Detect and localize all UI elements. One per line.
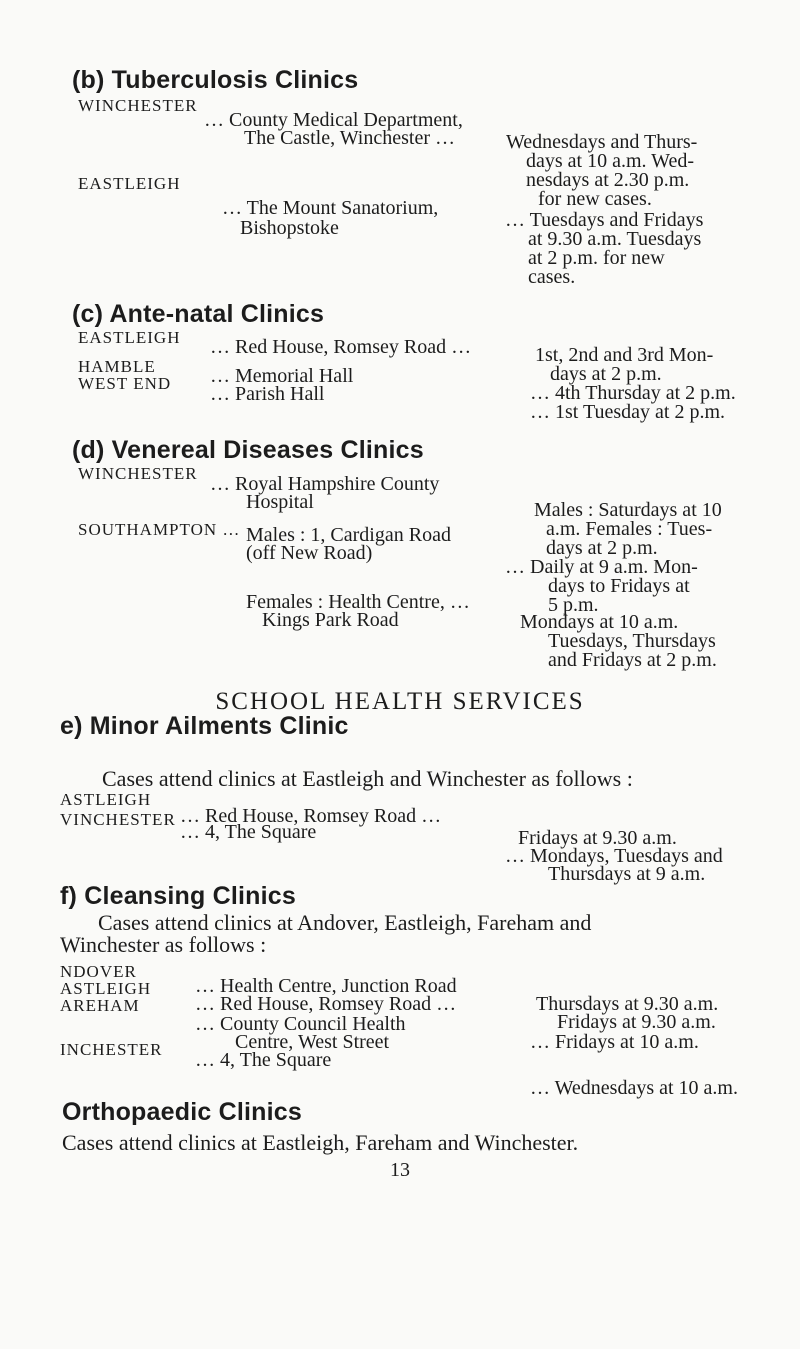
tb-times-line: … Tuesdays and Fridays bbox=[505, 209, 704, 231]
an-times-line: … 1st Tuesday at 2 p.m. bbox=[530, 401, 726, 423]
school-health-title: SCHOOL HEALTH SERVICES bbox=[215, 688, 585, 715]
vd-times-line: Mondays at 10 a.m. bbox=[520, 611, 679, 633]
cleansing-place: NDOVER bbox=[60, 962, 137, 981]
vd-place-winchester: WINCHESTER bbox=[78, 464, 198, 483]
venereal-heading: (d) Venereal Diseases Clinics bbox=[72, 436, 424, 464]
tb-times-line: cases. bbox=[528, 266, 576, 288]
cleansing-venue: … Health Centre, Junction Road bbox=[195, 975, 457, 997]
cleansing-times-line: Thursdays at 9.30 a.m. bbox=[536, 993, 719, 1015]
cleansing-times-line: … Wednesdays at 10 a.m. bbox=[530, 1077, 738, 1099]
an-times-line: 1st, 2nd and 3rd Mon- bbox=[535, 344, 714, 366]
vd-venue-line: Hospital bbox=[246, 491, 314, 513]
tb-times-line: for new cases. bbox=[538, 188, 652, 210]
tb-times-line: at 2 p.m. for new bbox=[528, 247, 665, 269]
vd-venue-line: (off New Road) bbox=[246, 542, 373, 564]
cleansing-place: INCHESTER bbox=[60, 1040, 163, 1059]
minor-place: VINCHESTER bbox=[60, 810, 176, 829]
cleansing-venue: … County Council Health bbox=[195, 1013, 406, 1035]
vd-venue-line: Kings Park Road bbox=[262, 609, 399, 631]
cleansing-place: ASTLEIGH bbox=[60, 979, 152, 998]
tb-times-line: Wednesdays and Thurs- bbox=[506, 131, 698, 153]
vd-venue-line: Males : 1, Cardigan Road bbox=[246, 524, 451, 546]
tb-venue-line: Bishopstoke bbox=[240, 217, 339, 239]
an-place: WEST END bbox=[78, 374, 172, 393]
minor-times-line: Thursdays at 9 a.m. bbox=[548, 863, 706, 885]
cleansing-heading: f) Cleansing Clinics bbox=[60, 882, 296, 910]
an-place: HAMBLE bbox=[78, 357, 156, 376]
tb-times-line: nesdays at 2.30 p.m. bbox=[526, 169, 690, 191]
vd-times-line: … Daily at 9 a.m. Mon- bbox=[505, 556, 698, 578]
tb-venue-line: … The Mount Sanatorium, bbox=[222, 197, 439, 219]
tb-place-winchester: WINCHESTER bbox=[78, 96, 198, 115]
vd-times-line: days at 2 p.m. bbox=[546, 537, 658, 559]
vd-times-line: days to Fridays at bbox=[548, 575, 690, 597]
minor-ailments-heading: e) Minor Ailments Clinic bbox=[60, 712, 349, 740]
tb-times-line: days at 10 a.m. Wed- bbox=[526, 150, 694, 172]
tuberculosis-heading: (b) Tuberculosis Clinics bbox=[72, 66, 359, 94]
cleansing-intro: Cases attend clinics at Andover, Eastleigh, Fareham and bbox=[98, 910, 592, 935]
cleansing-intro: Winchester as follows : bbox=[60, 932, 267, 957]
antenatal-heading: (c) Ante-natal Clinics bbox=[72, 300, 325, 328]
vd-venue-line: … Royal Hampshire County bbox=[210, 473, 440, 495]
an-venue: … Red House, Romsey Road … bbox=[210, 336, 472, 358]
vd-times-line: a.m. Females : Tues- bbox=[546, 518, 713, 540]
vd-times-line: 5 p.m. bbox=[548, 594, 599, 616]
orthopaedic-text: Cases attend clinics at Eastleigh, Fareham and Winchester. bbox=[62, 1130, 579, 1155]
orthopaedic-heading: Orthopaedic Clinics bbox=[62, 1098, 302, 1126]
an-times-line: days at 2 p.m. bbox=[550, 363, 662, 385]
cleansing-times-line: … Fridays at 10 a.m. bbox=[530, 1031, 699, 1053]
page-number: 13 bbox=[390, 1159, 410, 1181]
an-venue: … Parish Hall bbox=[210, 383, 325, 405]
an-times-line: … 4th Thursday at 2 p.m. bbox=[530, 382, 736, 404]
cleansing-times-line: Fridays at 9.30 a.m. bbox=[557, 1011, 716, 1033]
minor-venue: … Red House, Romsey Road … bbox=[180, 805, 442, 827]
vd-times-line: Males : Saturdays at 10 bbox=[534, 499, 722, 521]
tb-place-eastleigh: EASTLEIGH bbox=[78, 174, 181, 193]
minor-venue: … 4, The Square bbox=[180, 821, 317, 843]
vd-times-line: Tuesdays, Thursdays bbox=[548, 630, 716, 652]
vd-venue-line: Females : Health Centre, … bbox=[246, 591, 470, 613]
cleansing-place: AREHAM bbox=[60, 996, 140, 1015]
tb-venue-line: The Castle, Winchester … bbox=[244, 127, 455, 149]
minor-times-line: … Mondays, Tuesdays and bbox=[505, 845, 723, 867]
minor-place: ASTLEIGH bbox=[60, 790, 152, 809]
tb-times-line: at 9.30 a.m. Tuesdays bbox=[528, 228, 702, 250]
cleansing-venue: … Red House, Romsey Road … bbox=[195, 993, 457, 1015]
cleansing-venue: … 4, The Square bbox=[195, 1049, 332, 1071]
vd-times-line: and Fridays at 2 p.m. bbox=[548, 649, 717, 671]
minor-times-line: Fridays at 9.30 a.m. bbox=[518, 827, 677, 849]
vd-place-southampton: SOUTHAMPTON … bbox=[78, 520, 241, 539]
cleansing-venue: Centre, West Street bbox=[235, 1031, 390, 1053]
tb-venue-line: … County Medical Department, bbox=[204, 109, 463, 131]
an-place: EASTLEIGH bbox=[78, 328, 181, 347]
minor-intro: Cases attend clinics at Eastleigh and Winchester as follows : bbox=[102, 766, 633, 791]
an-venue: … Memorial Hall bbox=[210, 365, 354, 387]
